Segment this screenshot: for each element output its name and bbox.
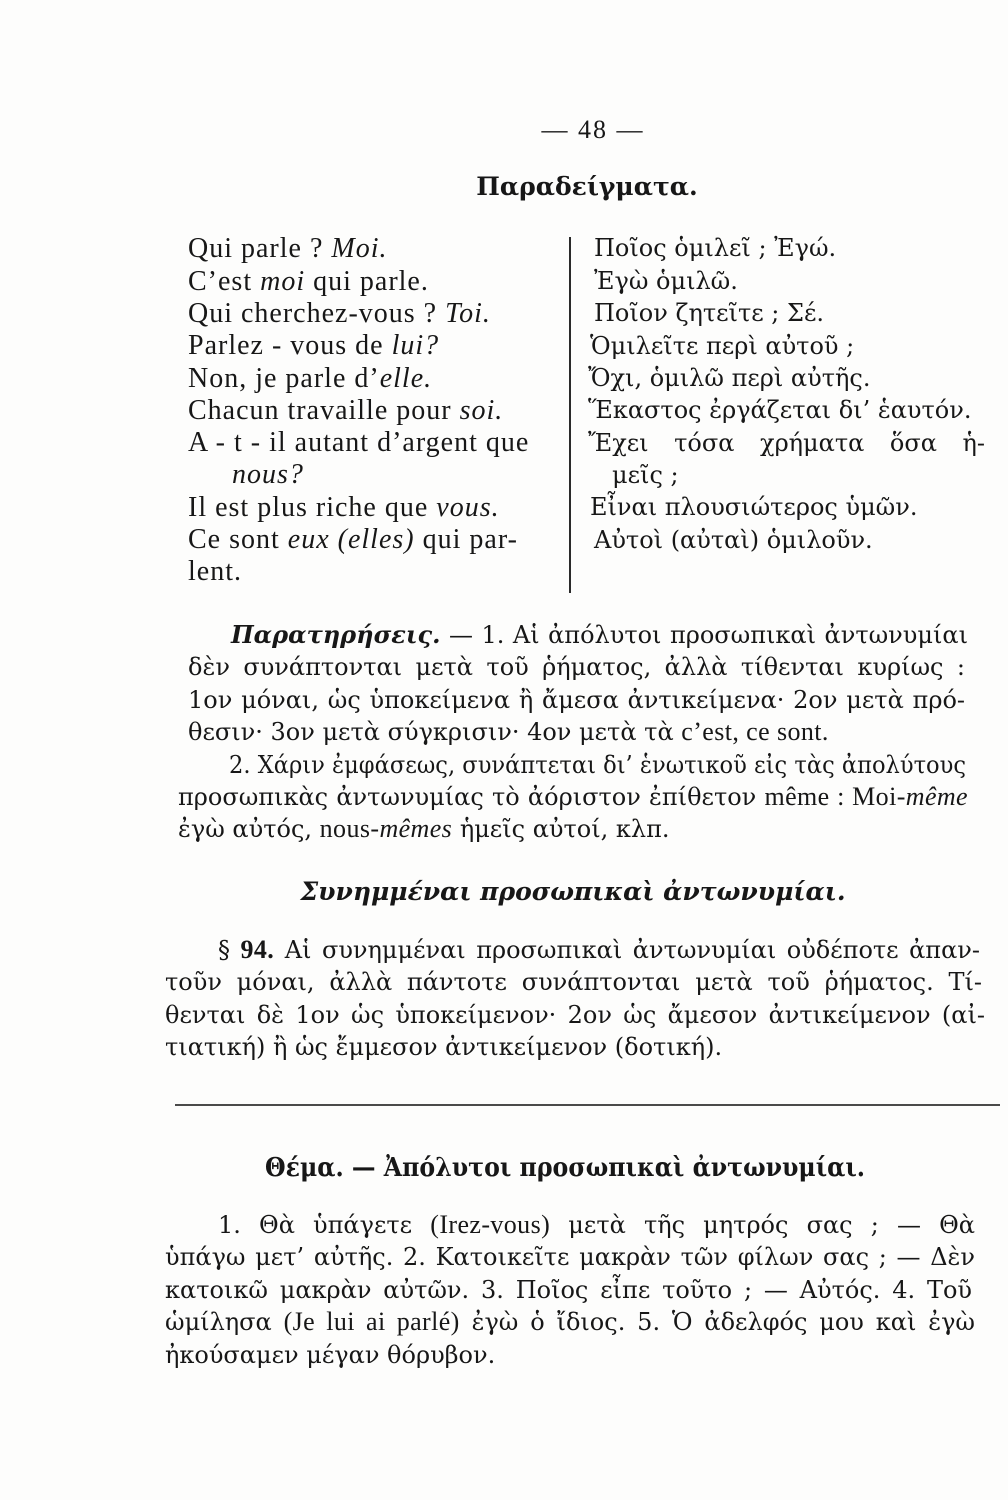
latin-phrase: c’est, ce sont. xyxy=(681,717,829,746)
line-text: Ἔχει τόσα χρήματα ὅσα ἡ- xyxy=(588,429,985,457)
french-example-line xyxy=(232,459,562,491)
line-text: Ποῖος ὁμιλεῖ ; Ἐγώ. xyxy=(594,234,837,262)
greek-example-line xyxy=(588,362,986,394)
line-text xyxy=(188,266,429,297)
greek-example-line xyxy=(588,394,988,426)
line-text: Εἶναι πλουσιώτερος ὑμῶν. xyxy=(590,493,918,521)
column-divider xyxy=(569,237,571,593)
exercise-heading xyxy=(265,1152,865,1184)
exercise-line xyxy=(165,1339,975,1371)
line-text xyxy=(165,1243,975,1271)
section-sign: § xyxy=(218,936,241,964)
line-text xyxy=(165,968,982,996)
italic-pronoun: lui? xyxy=(391,330,440,361)
observation-line xyxy=(231,619,968,651)
french-example-line xyxy=(188,395,563,427)
line-text xyxy=(165,1033,722,1061)
text-run: θενται δὲ 1ον ὡς ὑποκείμενον· 2ον ὡς ἄμεσον ἀντικείμενον (αἰ- xyxy=(165,1001,985,1029)
line-text xyxy=(188,427,529,458)
latin-phrase: même : Moi- xyxy=(764,782,906,811)
exercise-line xyxy=(165,1306,975,1338)
text-run: ὑπάγω μετ’ αὐτῆς. 2. Κατοικεῖτε μακρὰν τῶν φίλων σας ; — Δὲν xyxy=(165,1243,975,1271)
text-run: Ce sont xyxy=(188,524,288,555)
line-text xyxy=(188,233,388,264)
line-text xyxy=(231,621,968,649)
line-text: Αὐτοὶ (αὐταὶ) ὁμιλοῦν. xyxy=(594,526,873,554)
text-run: qui par- xyxy=(414,524,518,555)
line-text xyxy=(178,783,968,811)
attached-pronouns-heading-text: Συνημμέναι προσωπικαὶ ἀντωνυμίαι. xyxy=(300,877,846,906)
italic-pronoun: Moi. xyxy=(331,233,388,264)
line-text: μεῖς ; xyxy=(612,461,679,489)
observation-line xyxy=(188,651,965,683)
greek-example-line xyxy=(594,524,988,556)
text-run: τοῦν μόναι, ἀλλὰ πάντοτε συνάπτονται μετὰ τοῦ ῥήματος. Τί- xyxy=(165,968,982,996)
text-run: Qui cherchez-vous ? xyxy=(188,298,446,329)
observation-line xyxy=(178,813,968,845)
observations-label: Παρατηρήσεις. xyxy=(231,620,441,649)
examples-heading-text: Παραδείγματα. xyxy=(476,172,698,201)
french-example-line xyxy=(188,298,563,330)
exercise-line xyxy=(165,1241,975,1273)
text-run: ἐγὼ ὁ ἴδιος. 5. Ὁ ἀδελφός μου καὶ ἐγὼ xyxy=(459,1308,975,1336)
greek-example-line xyxy=(590,330,986,362)
text-run: ἡμεῖς αὐτοί, κλπ. xyxy=(452,815,670,843)
latin-italic-word: même xyxy=(905,782,968,811)
french-example-line xyxy=(188,330,563,362)
observation-line xyxy=(229,749,966,781)
greek-example-line xyxy=(590,491,986,523)
line-text xyxy=(188,556,242,587)
line-text xyxy=(165,1001,985,1029)
text-run: θεσιν· 3ον μετὰ σύγκρισιν· 4ον μετὰ τὰ xyxy=(188,718,682,746)
line-text xyxy=(188,718,829,746)
exercise-heading-text: Θέμα. — Ἀπόλυτοι προσωπικαὶ ἀντωνυμίαι. xyxy=(265,1153,865,1183)
attached-pronouns-heading xyxy=(273,876,873,908)
latin-phrase: nous- xyxy=(319,814,380,843)
line-text xyxy=(188,686,965,714)
line-text xyxy=(165,1308,975,1336)
text-run: Qui parle ? xyxy=(188,233,332,264)
french-example-line xyxy=(188,556,563,588)
text-run: μετὰ τῆς μητρός σας ; — Θὰ xyxy=(550,1211,975,1239)
italic-pronoun: elle. xyxy=(379,363,433,394)
line-text xyxy=(188,363,432,394)
text-run: Αἱ συνημμέναι προσωπικαὶ ἀντωνυμίαι οὐδέποτε ἀπαν- xyxy=(274,936,980,964)
line-text xyxy=(188,330,439,361)
french-example-line xyxy=(188,233,563,265)
italic-pronoun: vous. xyxy=(436,492,500,523)
text-run: 2. Χάριν ἐμφάσεως, συνάπτεται δι’ ἑνωτικοῦ εἰς τὰς ἀπολύτους xyxy=(229,751,966,779)
section-divider-rule xyxy=(175,1104,1000,1106)
french-example-line xyxy=(188,266,563,298)
italic-pronoun: moi xyxy=(260,266,306,297)
greek-example-line xyxy=(594,265,990,297)
section-number: 94. xyxy=(240,935,275,964)
italic-pronoun: soi. xyxy=(459,395,504,426)
italic-pronoun: nous? xyxy=(232,459,304,490)
greek-example-line xyxy=(612,459,982,491)
line-text: Ὁμιλεῖτε περὶ αὐτοῦ ; xyxy=(590,332,855,360)
line-text xyxy=(218,936,980,964)
text-run: 1ον μόναι, ὡς ὑποκείμενα ἢ ἄμεσα ἀντικείμενα· 2ον μετὰ πρό- xyxy=(188,686,965,714)
examples-heading xyxy=(437,171,737,203)
observation-line xyxy=(188,716,965,748)
french-example-line xyxy=(188,427,563,459)
text-run: ἐγὼ αὐτός, xyxy=(178,815,320,843)
page-number xyxy=(493,114,693,146)
text-run: Parlez - vous de xyxy=(188,330,392,361)
text-run: Chacun travaille pour xyxy=(188,395,460,426)
latin-italic-word: mêmes xyxy=(379,814,453,843)
text-run: A - t - il autant d’argent que xyxy=(188,427,530,458)
text-run: ὡμίλησα xyxy=(165,1308,284,1336)
greek-example-line xyxy=(588,427,985,459)
exercise-line xyxy=(165,1274,972,1306)
greek-example-line xyxy=(594,297,990,329)
text-run: lent. xyxy=(188,556,242,587)
section-line xyxy=(218,934,980,966)
line-text xyxy=(188,524,518,555)
text-run: προσωπικὰς ἀντωνυμίας τὸ ἀόριστον ἐπίθετον xyxy=(178,783,765,811)
page-number-text: — 48 — xyxy=(541,115,645,144)
text-run: κατοικῶ μακρὰν αὐτῶν. 3. Ποῖος εἶπε τοῦτο ; — Αὐτός. 4. Τοῦ xyxy=(165,1276,972,1304)
line-text xyxy=(188,395,503,426)
line-text xyxy=(188,492,500,523)
french-example-line xyxy=(188,363,563,395)
section-line xyxy=(165,1031,985,1063)
section-line xyxy=(165,966,982,998)
line-text xyxy=(165,1276,972,1304)
latin-phrase: (Je lui ai parlé) xyxy=(283,1307,460,1336)
line-text xyxy=(188,653,965,681)
line-text xyxy=(229,749,966,781)
text-run: Non, je parle d’ xyxy=(188,363,380,394)
text-run: Il est plus riche que xyxy=(188,492,437,523)
text-run: τιατική) ἢ ὡς ἔμμεσον ἀντικείμενον (δοτική). xyxy=(165,1033,723,1061)
text-run: ἠκούσαμεν μέγαν θόρυβον. xyxy=(165,1341,496,1369)
text-run: δὲν συνάπτονται μετὰ τοῦ ῥήματος, ἀλλὰ τίθενται κυρίως : xyxy=(188,653,965,681)
french-example-line xyxy=(188,492,563,524)
greek-example-line xyxy=(594,232,990,264)
line-text: Ἕκαστος ἐργάζεται δι’ ἑαυτόν. xyxy=(588,396,972,424)
line-text: Ποῖον ζητεῖτε ; Σέ. xyxy=(594,299,825,327)
exercise-line xyxy=(218,1209,975,1241)
text-run: C’est xyxy=(188,266,261,297)
text-run: 1. Θὰ ὑπάγετε xyxy=(218,1211,431,1239)
text-run: — 1. Αἱ ἀπόλυτοι προσωπικαὶ ἀντωνυμίαι xyxy=(440,621,968,649)
observation-line xyxy=(178,781,968,813)
line-text xyxy=(178,815,670,843)
italic-pronoun: eux (elles) xyxy=(287,524,415,555)
french-example-line xyxy=(188,524,563,556)
section-line xyxy=(165,999,985,1031)
line-text xyxy=(188,298,491,329)
line-text xyxy=(218,1211,975,1239)
observation-line xyxy=(188,684,965,716)
text-run: qui parle. xyxy=(305,266,429,297)
italic-pronoun: Toi. xyxy=(445,298,491,329)
line-text: Ὄχι, ὁμιλῶ περὶ αὐτῆς. xyxy=(588,364,871,392)
latin-phrase: (Irez-vous) xyxy=(430,1210,551,1239)
line-text xyxy=(165,1341,495,1369)
line-text: Ἐγὼ ὁμιλῶ. xyxy=(594,267,738,295)
line-text xyxy=(232,459,304,490)
